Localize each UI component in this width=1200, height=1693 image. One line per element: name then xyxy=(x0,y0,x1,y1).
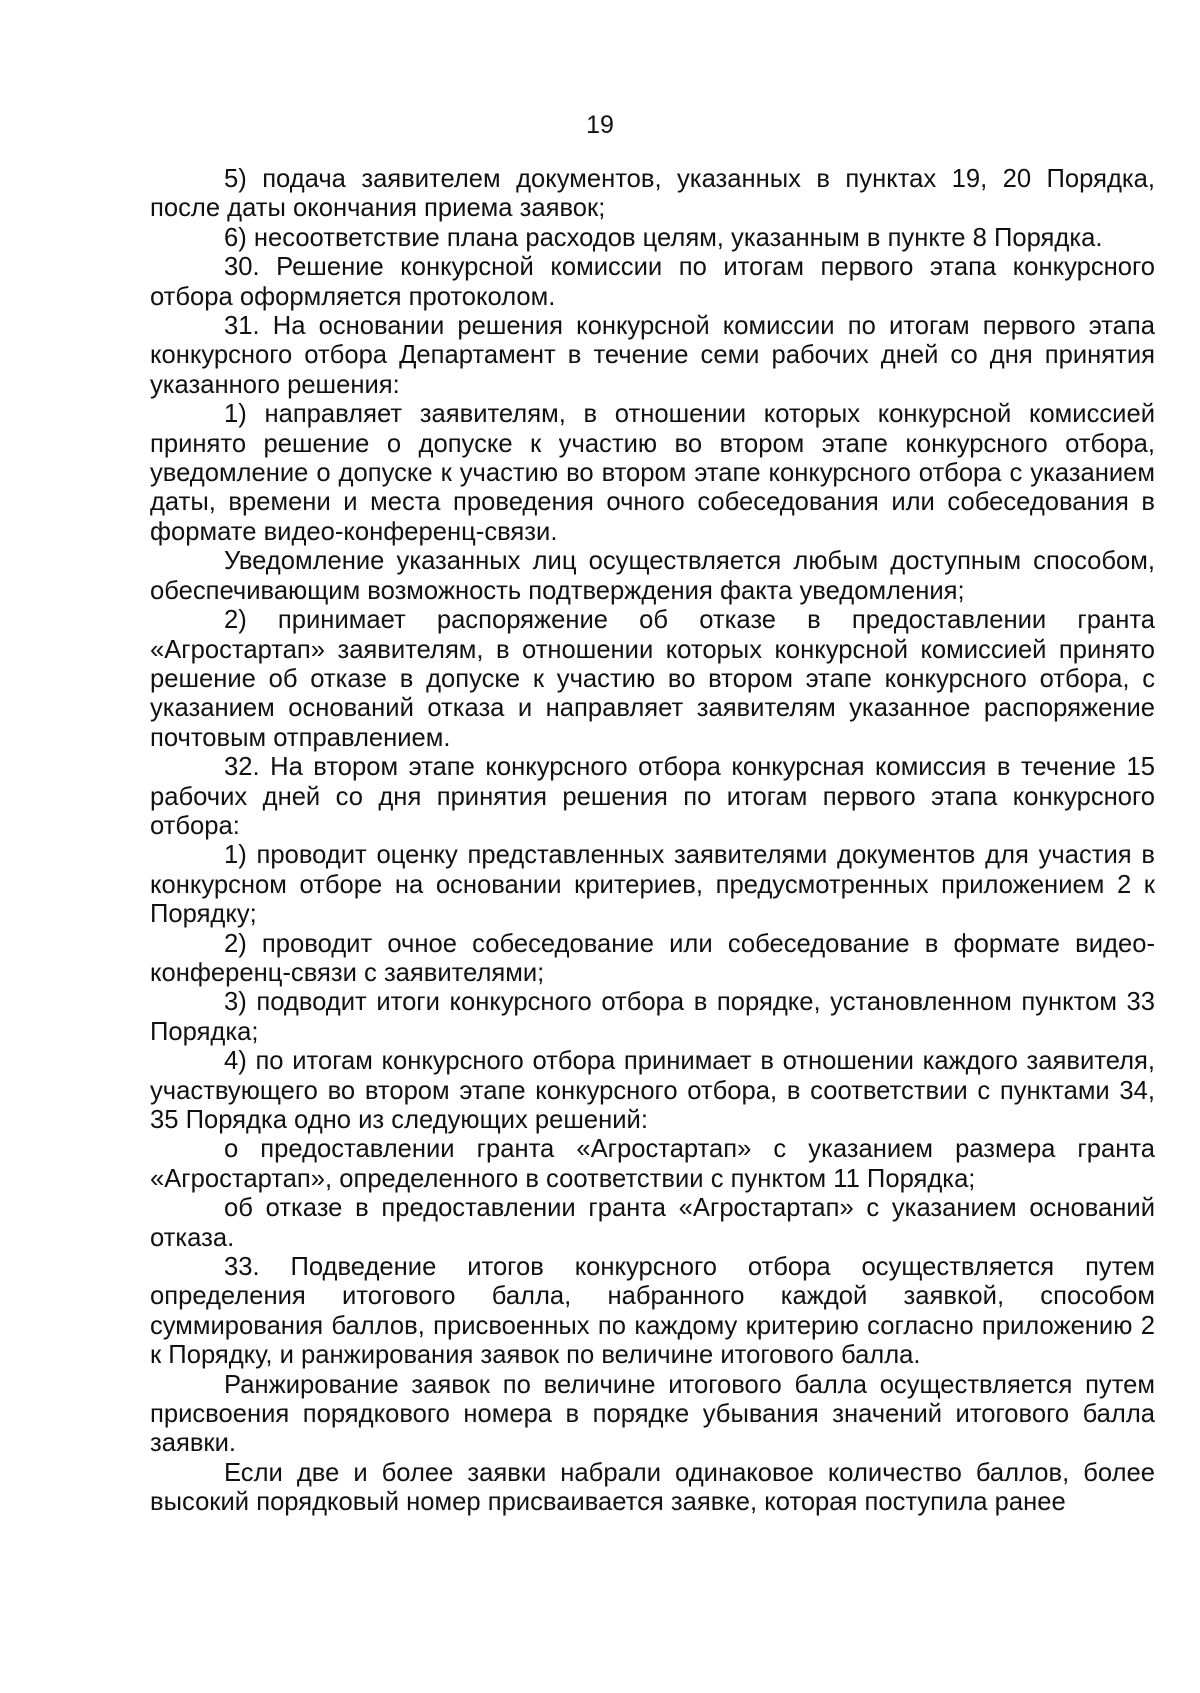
paragraph-decision-grant: о предоставлении гранта «Агростартап» с указанием размера гранта «Агростартап», определенного в соответствии с пунктом 11 Порядка; xyxy=(150,1135,1155,1193)
paragraph-clause-31: 31. На основании решения конкурсной комиссии по итогам первого этапа конкурсного отбора Департамент в течение семи рабочих дней со дня принятия указанного решения: xyxy=(150,312,1155,399)
paragraph-notification: Уведомление указанных лиц осуществляется любым доступным способом, обеспечивающим возможность подтверждения факта уведомления; xyxy=(150,547,1155,605)
paragraph-clause-33: 33. Подведение итогов конкурсного отбора осуществляется путем определения итогового балла, набранного каждой заявкой, способом суммирования баллов, присвоенных по каждому критерию согласно приложению 2 к Порядку, и ранжирования заявок по величине итогового балла. xyxy=(150,1253,1155,1370)
paragraph-clause-32-item-3: 3) подводит итоги конкурсного отбора в порядке, установленном пунктом 33 Порядка; xyxy=(150,988,1155,1046)
paragraph-item-6: 6) несоответствие плана расходов целям, указанным в пункте 8 Порядка. xyxy=(224,223,1103,252)
document-body xyxy=(150,165,1155,1518)
paragraph-clause-32-item-1: 1) проводит оценку представленных заявителями документов для участия в конкурсном отборе на основании критериев, предусмотренных приложением 2 к Порядку; xyxy=(150,841,1155,929)
paragraph-ranking: Ранжирование заявок по величине итогового балла осуществляется путем присвоения порядкового номера в порядке убывания значений итогового балла заявки. xyxy=(150,1370,1155,1458)
paragraph-clause-32: 32. На втором этапе конкурсного отбора конкурсная комиссия в течение 15 рабочих дней со дня принятия решения по итогам первого этапа конкурсного отбора: xyxy=(150,753,1155,840)
paragraph-clause-32-item-4: 4) по итогам конкурсного отбора принимает в отношении каждого заявителя, участвующего во втором этапе конкурсного отбора, в соответствии с пунктами 34, 35 Порядка одно из следующих решений: xyxy=(150,1047,1155,1134)
paragraph-equal-scores: Если две и более заявки набрали одинаковое количество баллов, более высокий порядковый номер присваивается заявке, которая поступила ранее xyxy=(150,1458,1155,1517)
paragraph-clause-30: 30. Решение конкурсной комиссии по итогам первого этапа конкурсного отбора оформляется протоколом. xyxy=(150,253,1155,311)
paragraph-clause-31-item-1: 1) направляет заявителям, в отношении которых конкурсной комиссией принято решение о допуске к участию во втором этапе конкурсного отбора, уведомление о допуске к участию во втором этапе конкурсного отбора с указанием даты, времени и места проведения очного собеседования или собеседования в формате видео-конференц-связи. xyxy=(150,400,1155,546)
paragraph-item-5: 5) подача заявителем документов, указанных в пунктах 19, 20 Порядка, после даты окончания приема заявок; xyxy=(150,165,1155,223)
paragraph-clause-32-item-2: 2) проводит очное собеседование или собеседование в формате видео-конференц-связи с заявителями; xyxy=(150,929,1155,987)
paragraph-decision-refusal: об отказе в предоставлении гранта «Агростартап» с указанием оснований отказа. xyxy=(150,1194,1155,1252)
page-number: 19 xyxy=(586,111,614,139)
paragraph-clause-31-item-2: 2) принимает распоряжение об отказе в предоставлении гранта «Агростартап» заявителям, в отношении которых конкурсной комиссией принято решение об отказе в допуске к участию во втором этапе конкурсного отбора, с указанием оснований отказа и направляет заявителям указанное распоряжение почтовым отправлением. xyxy=(150,606,1155,752)
